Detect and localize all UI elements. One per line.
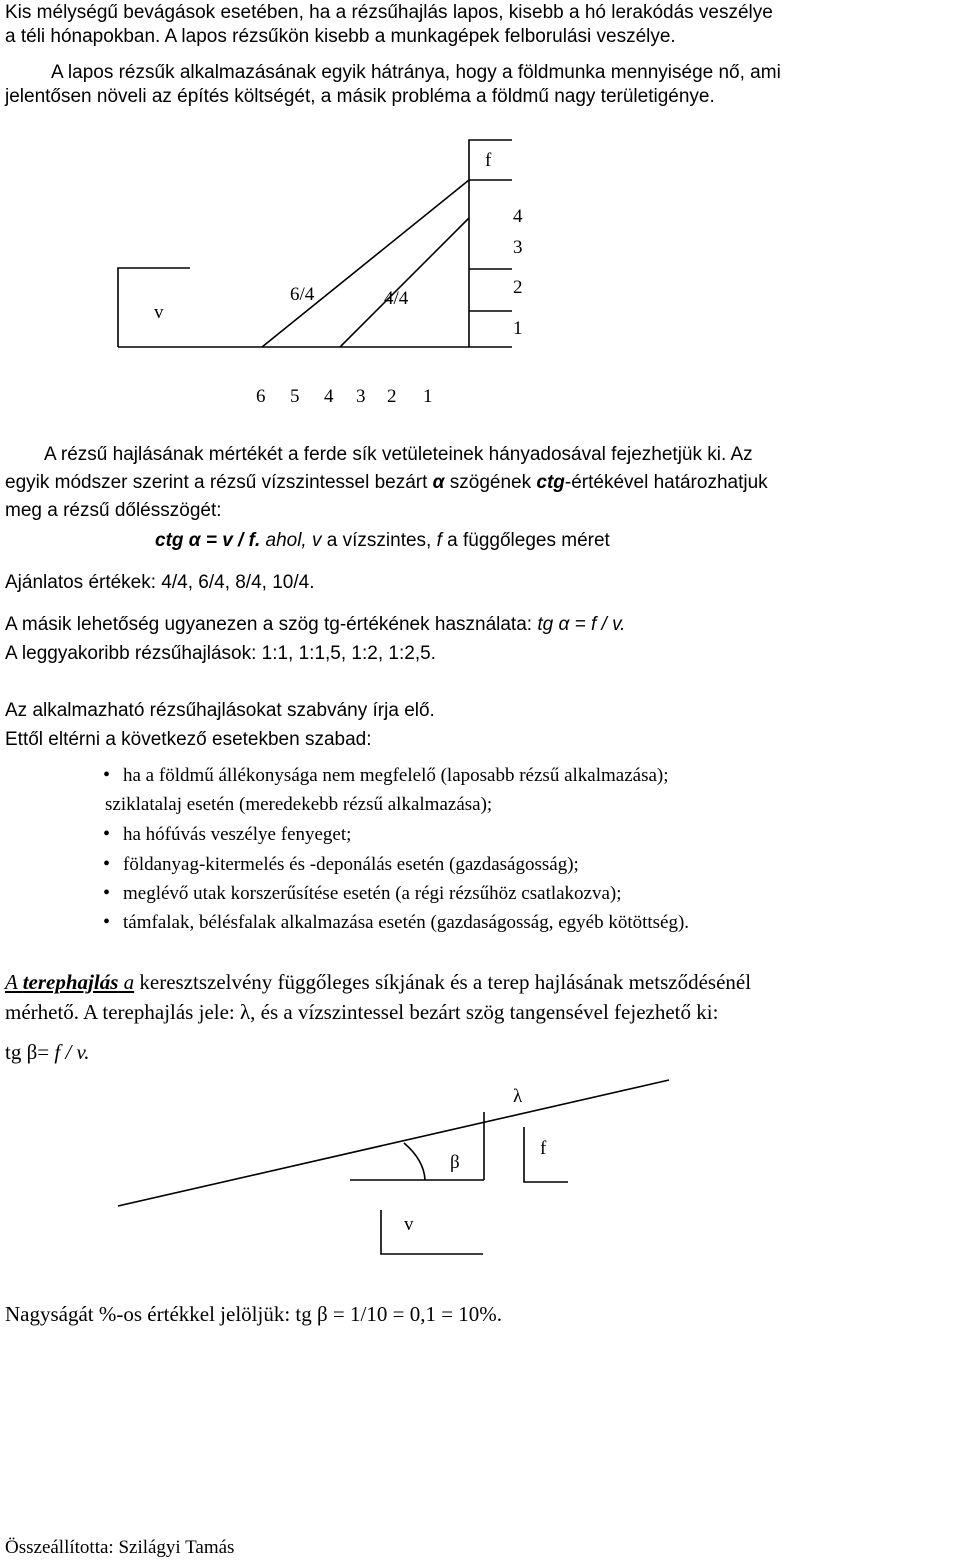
tg-beta-formula: f / v. [54, 1040, 90, 1064]
h-tick-4: 4 [324, 386, 334, 407]
bullet-item-4: meglévő utak korszerűsítése esetén (a régi rézsűhöz csatlakozva); [123, 883, 622, 904]
bullet-1: • [103, 764, 111, 786]
formula-note-a: ahol, [260, 530, 312, 551]
v-label-2: v [404, 1214, 414, 1235]
v-tick-label-4: 4 [513, 206, 523, 227]
slope-line-2 [5, 472, 768, 494]
percent-line: Nagyságát %-os értékkel jelöljük: tg β = 1/10 = 0,1 = 10%. [5, 1302, 503, 1326]
tg-line-text: A másik lehetőség ugyanezen a szög tg-értékének használata: [5, 614, 538, 635]
alpha-symbol: α [432, 472, 445, 493]
h-tick-2: 2 [387, 386, 397, 407]
common-ratios: A leggyakoribb rézsűhajlások: 1:1, 1:1,5, 1:2, 1:2,5. [5, 643, 436, 664]
h-tick-5: 5 [290, 386, 300, 407]
intro-line-1: Kis mélységű bevágások esetében, ha a rézsűhajlás lapos, kisebb a hó lerakódás veszélye [5, 2, 773, 23]
bullet-2: • [103, 823, 111, 845]
h-tick-3: 3 [356, 386, 366, 407]
bullet-item-5: támfalak, bélésfalak alkalmazása esetén (gazdaságosság, egyéb kötöttség). [123, 912, 690, 933]
lambda-label: λ [513, 1086, 523, 1107]
bullet-item-1: ha a földmű állékonysága nem megfelelő (laposabb rézsű alkalmazása); [123, 765, 669, 786]
terrain-line-3 [5, 1040, 90, 1065]
bullet-item-2: ha hófúvás veszélye fenyeget; [123, 824, 352, 845]
beta-arc [404, 1143, 425, 1180]
bullet-item-1-cont: sziklatalaj esetén (meredekebb rézsű alkalmazása); [105, 794, 493, 815]
terrain-term: terephajlás [22, 970, 119, 994]
formula-line [155, 530, 610, 552]
tg-formula: tg α = f / v. [537, 614, 626, 635]
terrain-b: a [118, 970, 135, 994]
slope-line-2b: szögének [444, 472, 537, 493]
f-label-2: f [540, 1138, 547, 1159]
ctg-formula: ctg α = v / f. [155, 530, 261, 551]
v-tick-label-1: 1 [513, 318, 523, 339]
bullet-4: • [103, 882, 111, 904]
beta-label: β [450, 1152, 460, 1173]
intro-line-4: jelentősen növeli az építés költségét, a másik probléma a földmű nagy területigénye. [5, 86, 715, 107]
slope-line-2c: -értékével határozhatjuk [564, 472, 768, 493]
deviation-line: Ettől eltérni a következő esetekben szabad: [5, 729, 372, 750]
terrain-slope-line [118, 1080, 669, 1206]
standard-line: Az alkalmazható rézsűhajlásokat szabvány írja elő. [5, 700, 435, 721]
v-bracket [381, 1210, 483, 1254]
tg-beta-label: tg β= [5, 1040, 55, 1064]
ctg-term: ctg [536, 472, 565, 493]
formula-note-c: a függőleges méret [441, 530, 610, 551]
ratio-label-6-4: 6/4 [290, 284, 315, 305]
recommended-values: Ajánlatos értékek: 4/4, 6/4, 8/4, 10/4. [5, 572, 315, 593]
ratio-label-4-4: 4/4 [384, 288, 409, 309]
v-tick-label-2: 2 [513, 277, 523, 298]
bullet-item-3: földanyag-kitermelés és -deponálás esetén (gazdaságosság); [123, 854, 579, 875]
formula-f: f [436, 530, 442, 551]
h-tick-6: 6 [256, 386, 266, 407]
f-bracket [524, 1127, 568, 1182]
bullet-3: • [103, 853, 111, 875]
v-label: v [154, 302, 164, 323]
slope-line-1: A rézsű hajlásának mértékét a ferde sík vetületeinek hányadosával fejezhetjük ki. Az [44, 444, 753, 465]
slope-ratio-diagram [0, 0, 960, 420]
slope-4-4 [340, 218, 469, 347]
slope-line-3: meg a rézsű dőlésszögét: [5, 500, 222, 521]
h-tick-1: 1 [423, 386, 433, 407]
slope-line-2a: egyik módszer szerint a rézsű vízszintessel bezárt [5, 472, 433, 493]
intro-line-3: A lapos rézsűk alkalmazásának egyik hátránya, hogy a földmunka mennyisége nő, ami [51, 62, 781, 83]
formula-note-b: a vízszintes, [321, 530, 437, 551]
intro-line-2: a téli hónapokban. A lapos rézsűkön kisebb a munkagépek felborulási veszélye. [5, 26, 676, 47]
terrain-line-2: mérhető. A terephajlás jele: λ, és a vízszintessel bezárt szög tangensével fejezhető ki: [5, 1000, 719, 1024]
v-tick-label-3: 3 [513, 237, 523, 258]
terrain-c: keresztszelvény függőleges síkjának és a terep hajlásának metsződésénél [134, 970, 752, 994]
f-label: f [485, 150, 492, 171]
terrain-a: A [5, 970, 23, 994]
tg-line [5, 614, 625, 636]
formula-v: v [312, 530, 322, 551]
bullet-5: • [103, 911, 111, 933]
footer-author: Összeállította: Szilágyi Tamás [5, 1537, 235, 1558]
terrain-line-1 [5, 970, 751, 995]
